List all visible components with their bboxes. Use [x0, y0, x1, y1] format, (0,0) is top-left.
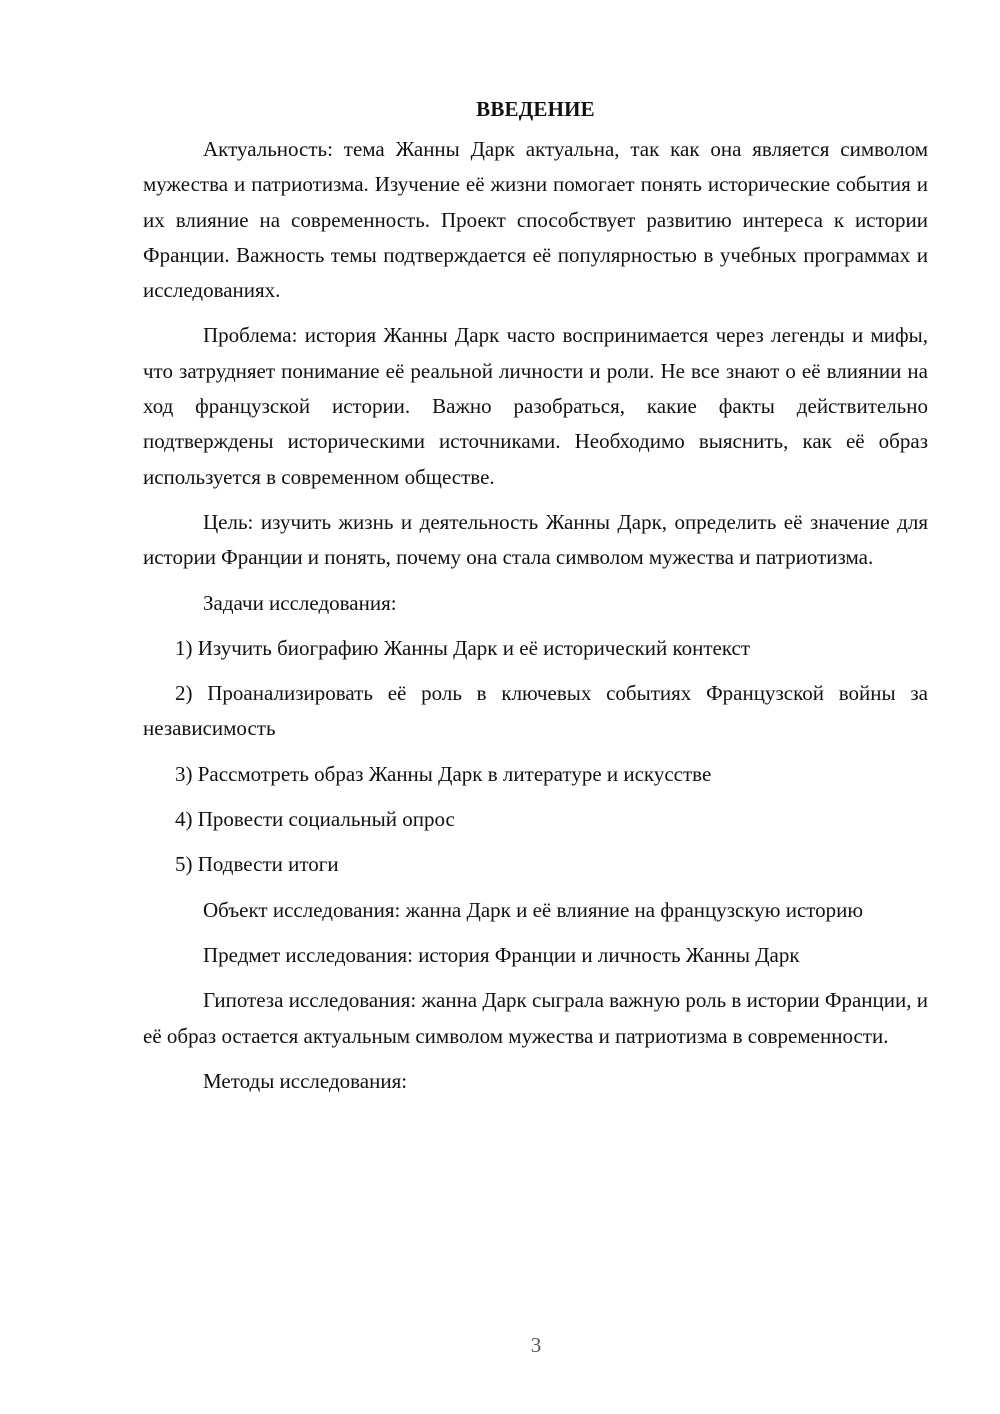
- task-item-5: 5) Подвести итоги: [175, 852, 339, 877]
- task-item-3: 3) Рассмотреть образ Жанны Дарк в литературе и искусстве: [175, 761, 712, 786]
- paragraph-object: Объект исследования: жанна Дарк и её влияние на французскую историю: [203, 897, 864, 922]
- paragraph-problem: Проблема: история Жанны Дарк часто воспринимается через легенды и мифы, что затрудняет понимание её реальной личности и роли. Не все знают о её влиянии на ход французской истории. Важно разобраться, какие факты действительно подтверждены историческими источниками. Необходимо выяснить, как её образ используется в современном обществе.: [143, 323, 928, 489]
- paragraph-goal: Цель: изучить жизнь и деятельность Жанны Дарк, определить её значение для истории Франции и понять, почему она стала символом мужества и патриотизма.: [143, 509, 928, 570]
- paragraph-hypothesis: Гипотеза исследования: жанна Дарк сыграла важную роль в истории Франции, и её образ остается актуальным символом мужества и патриотизма в современности.: [143, 988, 928, 1048]
- tasks-title: Задачи исследования:: [203, 590, 397, 615]
- task-item-1: 1) Изучить биографию Жанны Дарк и её исторический контекст: [175, 635, 751, 660]
- task-item-2: 2) Проанализировать её роль в ключевых событиях Французской войны за независимость: [143, 681, 928, 741]
- page-number: 3: [530, 1333, 542, 1357]
- paragraph-subject: Предмет исследования: история Франции и личность Жанны Дарк: [203, 942, 800, 967]
- paragraph-relevance: Актуальность: тема Жанны Дарк актуальна, так как она является символом мужества и патриотизма. Изучение её жизни помогает понять исторические события и их влияние на современность. Проект способствует развитию интереса к истории Франции. Важность темы подтверждается её популярностью в учебных программах и исследованиях.: [143, 137, 928, 303]
- document-page: [143, 92, 928, 1109]
- methods-title: Методы исследования:: [203, 1068, 408, 1093]
- task-item-4: 4) Провести социальный опрос: [175, 807, 455, 832]
- page-title: ВВЕДЕНИЕ: [476, 97, 595, 121]
